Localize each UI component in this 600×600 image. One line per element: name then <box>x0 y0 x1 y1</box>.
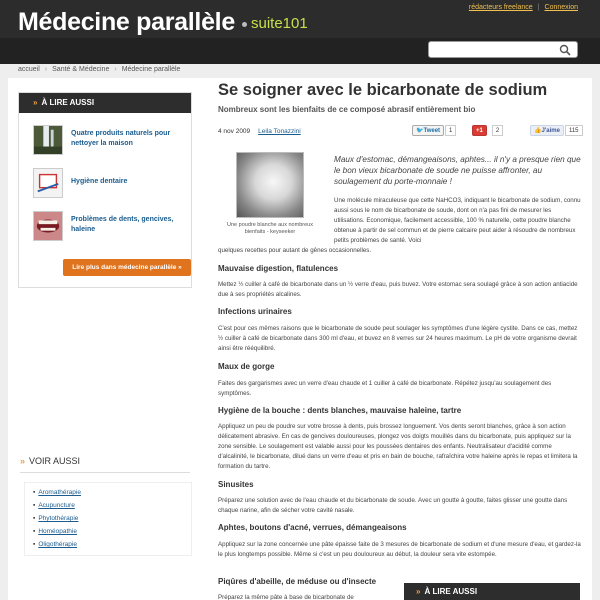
twitter-icon: 🐦 <box>416 128 424 134</box>
breadcrumb-sep-icon: › <box>114 66 117 73</box>
brand-dot-icon <box>242 22 247 27</box>
gplus-count: 2 <box>492 125 503 136</box>
search-icon[interactable] <box>559 44 571 56</box>
see-also-heading <box>20 456 80 466</box>
related-link[interactable]: Hygiène dentaire <box>71 178 128 185</box>
tweet-label: Tweet <box>423 128 441 134</box>
related-box <box>18 92 192 288</box>
toothbrush-thumbnail-icon[interactable] <box>33 168 63 198</box>
waterfall-thumbnail-icon[interactable] <box>33 125 63 155</box>
see-also-link[interactable]: ▪ Phytothérapie <box>33 515 78 522</box>
breadcrumb-sep-icon: › <box>44 66 48 73</box>
see-also-label: VOIR AUSSI <box>29 456 81 466</box>
brand-logo[interactable] <box>242 15 308 32</box>
like-count: 115 <box>565 125 583 136</box>
related-link[interactable]: Problèmes de dents, gencives, haleine <box>71 216 174 233</box>
search-input[interactable] <box>428 41 578 58</box>
facebook-share <box>530 125 583 137</box>
see-also-link[interactable]: ▪ Homéopathie <box>33 528 77 535</box>
breadcrumb-sante[interactable]: Santé & Médecine <box>52 66 110 73</box>
section-heading: Infections urinaires <box>218 307 292 316</box>
mouth-thumbnail-icon[interactable] <box>33 211 63 241</box>
article-subtitle: Nombreux sont les bienfaits de ce composé abrasif entièrement bio <box>218 105 476 114</box>
photo-caption: Une poudre blanche aux nombreux bienfaits - keyseeker <box>227 222 313 235</box>
related-float-heading <box>404 583 580 600</box>
section-text: Appliquez un peu de poudre sur votre brosse à dents, puis brossez longuement. Vos dents seront blanches, grâce à son action délicatement abrasive. En cas de gencives douloureuses, plongez vos doigts mouillés dans du bicarbonate, puis appliquez sur la zone sensible. Le soulagement est valable aussi pour les poussées dentaires des enfants. Neutralisateur d'acidité comme d'alcalinité, le bicarbonate, dilué dans un verre d'eau et pris en bain de bouche, rafraîchira votre haleine après le repas et limitera la formation du tartre. <box>218 423 578 470</box>
section-heading: Mauvaise digestion, flatulences <box>218 264 339 273</box>
section-heading: Aphtes, boutons d'acné, verrues, démangeaisons <box>218 523 407 532</box>
section-text: Appliquez sur la zone concernée une pâte épaisse faite de 3 mesures de bicarbonate de sodium et d'une mesure d'eau, et gardez-la le plus longtemps possible. Même si c'est un peu douloureux au début, la douleur sera vite estompée. <box>218 541 581 558</box>
gplus-share <box>472 125 503 137</box>
gplus-button[interactable]: +1 <box>472 125 487 136</box>
brand-name: suite101 <box>251 15 308 32</box>
related-link[interactable]: Quatre produits naturels pour nettoyer la maison <box>71 130 171 147</box>
tweet-share <box>412 125 456 137</box>
section-text: Préparez la même pâte à base de bicarbonate de <box>218 594 354 600</box>
freelance-link[interactable]: rédacteurs freelance <box>468 4 533 11</box>
related-item[interactable] <box>33 211 183 241</box>
author-link[interactable]: Leila Tonazzini <box>258 128 301 135</box>
link-separator: | <box>537 4 540 11</box>
float-heading-label: À LIRE AUSSI <box>424 587 478 596</box>
read-more-button[interactable]: Lire plus dans médecine parallèle » <box>63 259 191 276</box>
site-header <box>0 0 600 64</box>
breadcrumb-current[interactable]: Médecine parallèle <box>121 66 181 73</box>
article-date: 4 nov 2009 <box>218 128 251 135</box>
breadcrumb-home[interactable]: accueil <box>18 66 40 73</box>
see-also-link[interactable]: ▪ Aromathérapie <box>33 489 81 496</box>
breadcrumb <box>18 66 180 73</box>
article-title: Se soigner avec le bicarbonate de sodium <box>218 81 548 99</box>
tweet-button[interactable] <box>412 125 444 136</box>
section-heading: Sinusites <box>218 480 254 489</box>
login-link[interactable]: Connexion <box>544 4 578 11</box>
like-label: J'aime <box>541 128 560 134</box>
like-button[interactable] <box>530 125 564 136</box>
chevron-right-icon: » <box>33 98 38 107</box>
see-also-link[interactable]: ▪ Acupuncture <box>33 502 75 509</box>
divider <box>20 472 190 473</box>
related-item[interactable] <box>33 125 183 155</box>
section-heading: Maux de gorge <box>218 362 275 371</box>
see-also-list <box>24 482 192 556</box>
related-item[interactable] <box>33 168 183 198</box>
chevron-right-icon: » <box>416 587 421 596</box>
section-text: Mettez ½ cuiller à café de bicarbonate dans un ½ verre d'eau, puis buvez. Votre estomac sera soulagé grâce à son action antiacide due à ses propriétés alcalines. <box>218 281 578 298</box>
site-title[interactable]: Médecine parallèle <box>18 8 235 36</box>
section-heading: Hygiène de la bouche : dents blanches, mauvaise haleine, tartre <box>218 406 462 415</box>
section-text: C'est pour ces mêmes raisons que le bicarbonate de soude peut soulager les symptômes d'une légère cystite. Dans ce cas, mettez ½ cuiller à café de bicarbonate dans 300 ml d'eau, et buvez en 8 verres sur 24 heures maximum. Le pH de votre organisme devrait ainsi être rééquilibré. <box>218 325 578 352</box>
top-links <box>469 4 578 11</box>
section-text: Faites des gargarismes avec un verre d'eau chaude et 1 cuiller à café de bicarbonate. Répétez jusqu'au soulagement des symptômes. <box>218 380 552 397</box>
article-meta <box>218 128 301 135</box>
article-intro: Une molécule miraculeuse que cette NaHCO3, indiquant le bicarbonate de sodium, connu aussi sous le nom de bicarbonate de soude, dont on n'a pas fini de mesurer les utilisations. Economique, facilement accessible, 100 % naturelle, cette poudre blanche obtenue à partir de sel commun et de pierre calcaire peut aider à résoudre de nombreux petits problèmes de santé. Voici <box>334 197 581 244</box>
baking-soda-photo[interactable] <box>236 152 304 218</box>
see-also-link[interactable]: ▪ Oligothérapie <box>33 541 77 548</box>
section-text: Préparez une solution avec de l'eau chaude et du bicarbonate de soude. Avec un goutte à goutte, faites glisser une goutte dans chaque narine, afin de sécher votre cavité nasale. <box>218 497 568 514</box>
thumbs-up-icon: 👍 <box>534 128 542 134</box>
tweet-count: 1 <box>445 125 456 136</box>
search-bar <box>0 38 600 64</box>
article-lead: Maux d'estomac, démangeaisons, aphtes... il n'y a presque rien que le bon vieux bicarbonate de soude ne puisse affronter, au soulagement du porte-monnaie ! <box>334 155 581 186</box>
section-heading: Piqûres d'abeille, de méduse ou d'insecte <box>218 577 377 586</box>
related-heading <box>19 93 191 113</box>
related-heading-label: À LIRE AUSSI <box>41 98 95 107</box>
chevron-right-icon: » <box>20 456 26 466</box>
article-intro-tail: quelques recettes pour autant de gênes occasionnelles. <box>218 247 372 254</box>
